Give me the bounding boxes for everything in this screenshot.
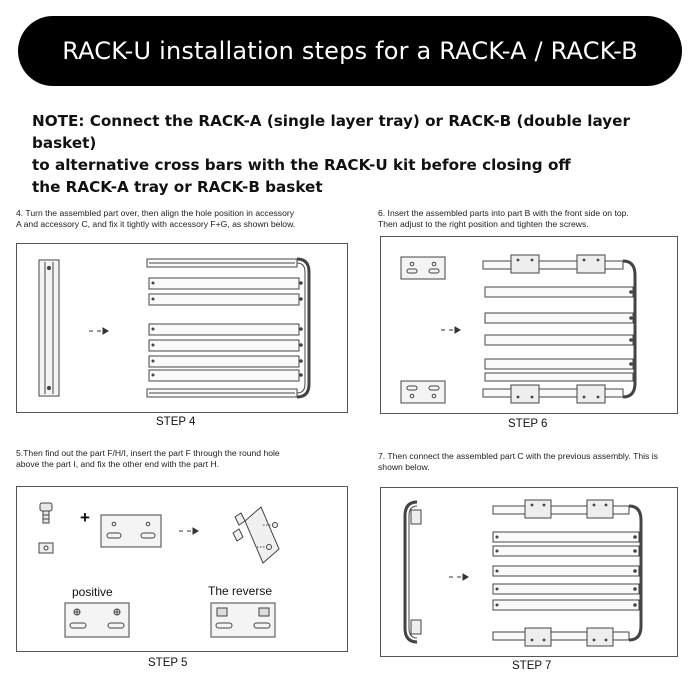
arrow-icon xyxy=(89,328,108,334)
step4-label: STEP 4 xyxy=(156,416,196,428)
arrow-icon xyxy=(449,574,468,580)
arrow-icon xyxy=(441,327,460,333)
reverse-label: The reverse xyxy=(208,584,273,598)
step4-instruction-line-2: A and accessory C, and fix it tightly with accessory F+G, as shown below. xyxy=(16,219,296,229)
accessory-a-bar xyxy=(39,260,59,396)
screw-icon xyxy=(40,503,52,523)
positive-label: positive xyxy=(72,585,113,599)
plate-positive xyxy=(65,603,129,637)
plate-i xyxy=(101,515,161,547)
step7-instruction-line-1: 7. Then connect the assembled part C with the previous assembly. This is xyxy=(378,451,658,461)
plate-reverse xyxy=(211,603,275,637)
step4-diagram xyxy=(17,244,347,412)
step7-instruction-line-2: shown below. xyxy=(378,462,430,472)
step5-diagram xyxy=(17,487,347,651)
arrow-icon xyxy=(179,528,198,534)
step6-instruction-line-1: 6. Insert the assembled parts into part B with the front side on top. xyxy=(378,208,629,218)
step6-instruction xyxy=(378,208,688,230)
step7-instruction xyxy=(378,451,688,473)
note-line-1: NOTE: Connect the RACK-A (single layer tray) or RACK-B (double layer basket) xyxy=(32,112,630,152)
bracket-plate-top xyxy=(401,257,445,279)
title-banner xyxy=(18,16,682,86)
tray-assembly xyxy=(483,255,635,403)
plus-sign: + xyxy=(80,508,90,527)
step4-panel xyxy=(16,243,348,413)
step7-label: STEP 7 xyxy=(512,660,552,672)
note-line-3: the RACK-A tray or RACK-B basket xyxy=(32,178,323,196)
step7-panel xyxy=(380,487,678,657)
step7-diagram xyxy=(381,488,677,656)
exploded-assembly xyxy=(233,507,279,563)
step4-instruction-line-1: 4. Turn the assembled part over, then align the hole position in accessory xyxy=(16,208,295,218)
tray-assembly xyxy=(147,259,309,397)
nut-icon xyxy=(39,543,53,553)
step5-instruction-line-1: 5.Then find out the part F/H/I, insert the part F through the round hole xyxy=(16,448,280,458)
note-line-2: to alternative cross bars with the RACK-U kit before closing off xyxy=(32,156,571,174)
step5-panel xyxy=(16,486,348,652)
note-block xyxy=(32,110,682,198)
step5-instruction xyxy=(16,448,346,470)
step6-label: STEP 6 xyxy=(508,418,548,430)
step4-instruction xyxy=(16,208,346,230)
part-c-frame xyxy=(405,502,421,642)
step5-instruction-line-2: above the part I, and fix the other end with the part H. xyxy=(16,459,220,469)
step5-label: STEP 5 xyxy=(148,657,188,669)
bracket-plate-bottom xyxy=(401,381,445,403)
page-title: RACK-U installation steps for a RACK-A / RACK-B xyxy=(62,37,638,65)
step6-panel xyxy=(380,236,678,414)
step6-instruction-line-2: Then adjust to the right position and tighten the screws. xyxy=(378,219,589,229)
step6-diagram xyxy=(381,237,677,413)
tray-assembly xyxy=(493,500,641,646)
